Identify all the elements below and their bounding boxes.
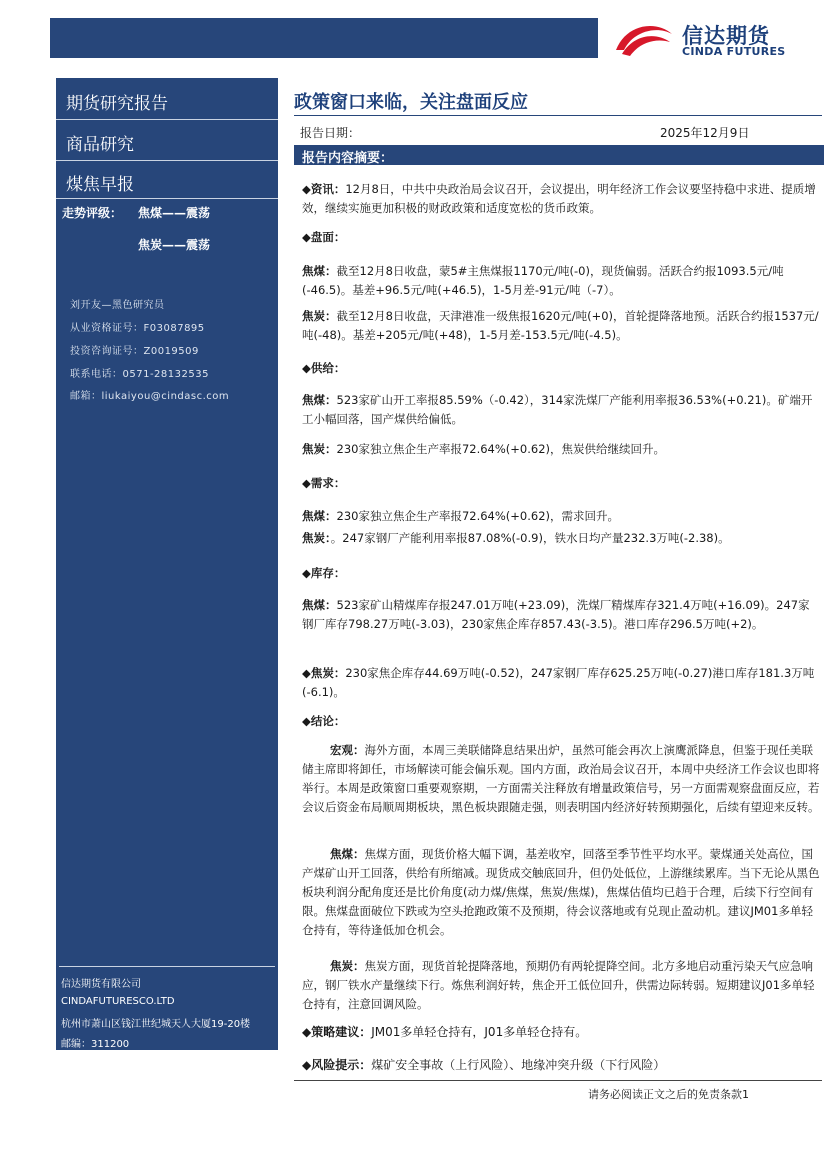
- demand-coke-paragraph: [302, 529, 820, 548]
- market-coke-paragraph: [302, 307, 820, 345]
- demand-coal-label: 焦煤：: [302, 509, 337, 523]
- inventory-coal-paragraph: [302, 596, 820, 634]
- inventory-coal-label: 焦煤：: [302, 598, 337, 612]
- market-coal-text: 截至12月8日收盘，蒙5#主焦煤报1170元/吨(-0)，现货偏弱。活跃合约报1093.5元/吨(-46.5)。基差+96.5元/吨(+46.5)，1-5月差-91元/吨（-7）。: [302, 264, 784, 297]
- supply-coal-text: 523家矿山开工率报85.59%（-0.42），314家洗煤厂产能利用率报36.53%(+0.21)。矿端开工小幅回落，国产煤供给偏低。: [302, 393, 813, 426]
- news-text: 12月8日，中共中央政治局会议召开，会议提出，明年经济工作会议要坚持稳中求进、提质增效，继续实施更加积极的财政政策和适度宽松的货币政策。: [302, 182, 816, 215]
- demand-coke-text: 。247家钢厂产能利用率报87.08%(-0.9)，铁水日均产量232.3万吨(-2.38)。: [330, 531, 730, 545]
- demand-coke-label: 焦炭：: [302, 531, 331, 545]
- sidebar-divider: [56, 198, 278, 199]
- risk-section: [302, 1056, 820, 1075]
- demand-coal-text: 230家独立焦企生产率报72.64%(+0.62)，需求回升。: [336, 509, 620, 523]
- market-coke-label: 焦炭：: [302, 309, 337, 323]
- market-coal-label: 焦煤：: [302, 264, 337, 278]
- strategy-label: ◆策略建议：: [302, 1025, 372, 1039]
- brand-name-en: CINDA FUTURES: [682, 45, 786, 58]
- sidebar-divider: [56, 160, 278, 161]
- rating-coke: 焦炭——震荡: [138, 238, 211, 252]
- report-name: 煤焦早报: [66, 175, 134, 195]
- supply-coal-label: 焦煤：: [302, 393, 337, 407]
- report-date-value: 2025年12月9日: [660, 126, 750, 140]
- sidebar-footer-divider: [59, 966, 275, 967]
- risk-label: ◆风险提示：: [302, 1058, 372, 1072]
- rating-label: 走势评级：: [62, 206, 123, 220]
- conclusion-macro-text: 海外方面，本周三美联储降息结果出炉，虽然可能会再次上演鹰派降息，但鉴于现任美联储主席即将卸任，市场解读可能会偏乐观。国内方面，政治局会议召开，本周中央经济工作会议也即将举行。本周是政策窗口重要观察期，一方面需关注释放有增量政策信号，另一方面需观察盘面反应，若会议后资金布局顺周期板块，黑色板块跟随走强，则表明国内经济好转预期强化，后续有望迎来反转。: [302, 743, 820, 814]
- footer-divider: [294, 1080, 822, 1081]
- sidebar-divider: [56, 119, 278, 120]
- company-address: 杭州市萧山区钱江世纪城天人大厦19-20楼: [61, 1019, 251, 1030]
- company-name: 信达期货有限公司: [61, 979, 141, 990]
- company-name-en: CINDAFUTURESCO.LTD: [61, 996, 175, 1007]
- conclusion-coal-label: 焦煤：: [330, 847, 365, 861]
- demand-coal-paragraph: [302, 507, 820, 526]
- report-type: 期货研究报告: [66, 94, 168, 114]
- summary-label: 报告内容摘要：: [302, 151, 394, 166]
- supply-coke-label: 焦炭：: [302, 442, 337, 456]
- inventory-coal-text: 523家矿山精煤库存报247.01万吨(+23.09)，洗煤厂精煤库存321.4万吨(+16.09)。247家钢厂库存798.27万吨(-3.03)，230家焦企库存857.43(-3.5)。港口库存296.5万吨(+2)。: [302, 598, 810, 631]
- company-postcode: 邮编：311200: [61, 1039, 130, 1050]
- market-heading: ◆盘面：: [302, 230, 346, 244]
- top-banner: [50, 18, 598, 58]
- inventory-coke-label: ◆焦炭：: [302, 666, 346, 680]
- strategy-text: JM01多单轻仓持有，J01多单轻仓持有。: [371, 1025, 588, 1039]
- title-divider: [294, 115, 822, 116]
- conclusion-coal-paragraph: [302, 845, 820, 940]
- demand-heading: ◆需求：: [302, 476, 346, 490]
- disclaimer-note: 请务必阅读正文之后的免责条款1: [588, 1088, 749, 1101]
- risk-text: 煤矿安全事故（上行风险）、地缘冲突升级（下行风险）: [371, 1058, 666, 1072]
- market-coal-paragraph: [302, 262, 820, 300]
- supply-heading: ◆供给：: [302, 361, 346, 375]
- analyst-consulting-id: 投资咨询证号：Z0019509: [70, 346, 199, 357]
- news-label: ◆资讯：: [302, 182, 346, 196]
- conclusion-coke-paragraph: [302, 957, 820, 1014]
- conclusion-macro-paragraph: [302, 741, 820, 817]
- strategy-section: [302, 1023, 820, 1042]
- sidebar: [56, 78, 278, 1050]
- report-category: 商品研究: [66, 135, 134, 155]
- summary-bar: [294, 145, 824, 165]
- conclusion-coke-text: 焦炭方面，现货首轮提降落地，预期仍有两轮提降空间。北方多地启动重污染天气应急响应，钢厂铁水产量继续下行。炼焦利润好转，焦企开工低位回升，供需边际转弱。短期建议J01多单轻仓持有，注意回调风险。: [302, 959, 815, 1011]
- supply-coke-text: 230家独立焦企生产率报72.64%(+0.62)，焦炭供给继续回升。: [336, 442, 666, 456]
- conclusion-coke-label: 焦炭：: [330, 959, 365, 973]
- conclusion-coal-text: 焦煤方面，现货价格大幅下调，基差收窄，回落至季节性平均水平。蒙煤通关处高位，国产煤矿山开工回落，供给有所缩减。现货成交触底回升，但仍处低位，上游继续累库。当下无论从黑色板块利润分配角度还是比价角度(动力煤/焦煤，焦炭/焦煤)，焦煤估值均已趋于合理，后续下行空间有限。焦煤盘面破位下跌或为空头抢跑政策不及预期，待会议落地或有兑现止盈动机。建议JM01多单轻仓持有，等待逢低加仓机会。: [302, 847, 820, 937]
- brand-logo-icon: [612, 20, 674, 60]
- rating-coking-coal: 焦煤——震荡: [138, 206, 211, 220]
- report-date-label: 报告日期：: [300, 126, 361, 140]
- inventory-coke-text: 230家焦企库存44.69万吨(-0.52)，247家钢厂库存625.25万吨(-0.27)港口库存181.3万吨(-6.1)。: [302, 666, 815, 699]
- brand-name-cn: 信达期货: [682, 24, 770, 48]
- brand-logo: [612, 18, 812, 62]
- analyst-phone: 联系电话：0571-28132535: [70, 369, 209, 380]
- supply-coal-paragraph: [302, 391, 820, 429]
- inventory-heading: ◆库存：: [302, 566, 346, 580]
- conclusion-macro-label: 宏观：: [330, 743, 365, 757]
- news-section: [302, 180, 820, 218]
- analyst-qualification: 从业资格证号：F03087895: [70, 323, 205, 334]
- page-title: 政策窗口来临，关注盘面反应: [294, 92, 528, 113]
- conclusion-heading: ◆结论：: [302, 714, 346, 728]
- analyst-email: 邮箱：liukaiyou@cindasc.com: [70, 391, 230, 402]
- supply-coke-paragraph: [302, 440, 820, 459]
- market-coke-text: 截至12月8日收盘，天津港准一级焦报1620元/吨(+0)，首轮提降落地预。活跃合约报1537元/吨(-48)。基差+205元/吨(+48)，1-5月差-153.5元/吨(-4.5)。: [302, 309, 819, 342]
- analyst-name: 刘开友—黑色研究员: [70, 300, 165, 311]
- inventory-coke-paragraph: [302, 664, 820, 702]
